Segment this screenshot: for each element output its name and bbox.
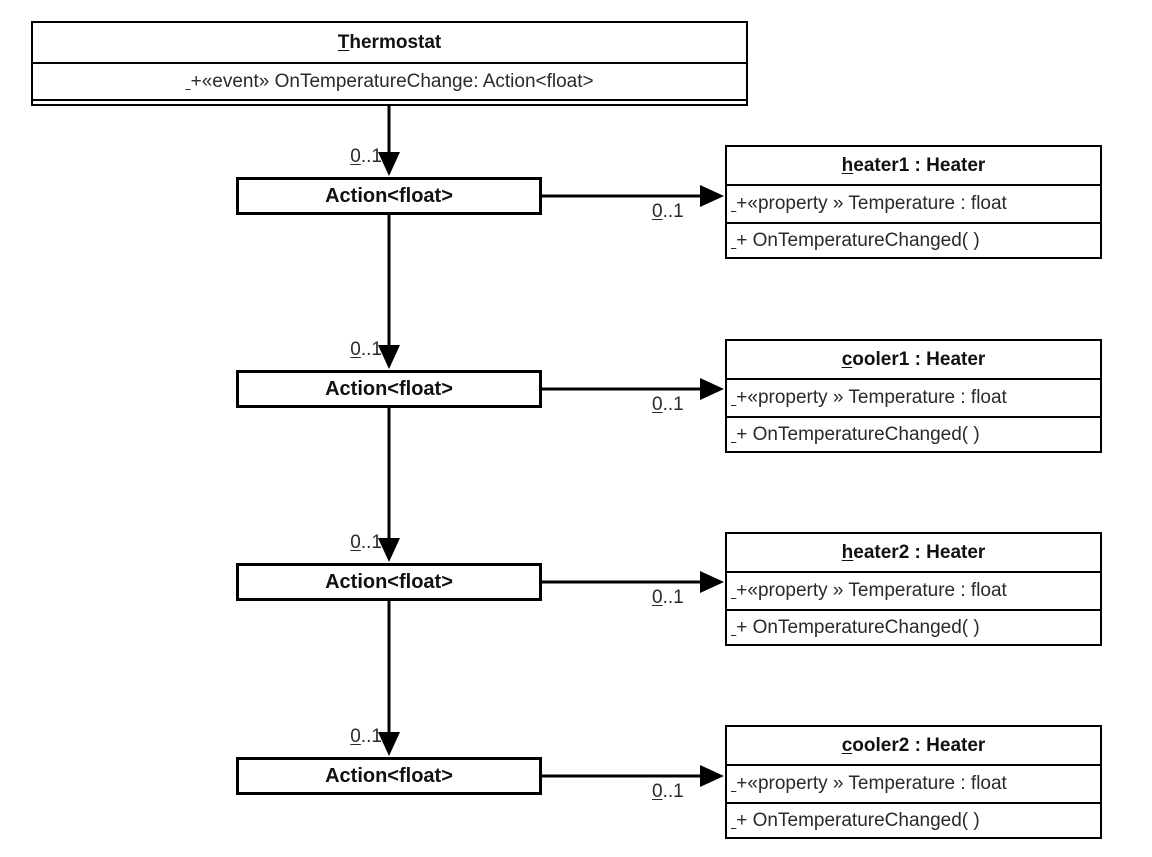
multiplicity-out-3: 0..1 — [652, 587, 684, 608]
object-box-cooler1[interactable] — [725, 339, 1102, 453]
object-attribute-heater2: +«property » Temperature : float — [727, 571, 1100, 609]
class-attribute-event: +«event» OnTemperatureChange: Action<float> — [33, 62, 746, 99]
object-operation-heater2: + OnTemperatureChanged( ) — [727, 609, 1100, 644]
action-label-4: Action<float> — [325, 764, 453, 787]
edge-action1-heater1-arrowhead — [700, 185, 724, 207]
object-attribute-cooler1: +«property » Temperature : float — [727, 378, 1100, 416]
multiplicity-in-4: 0..1 — [350, 726, 382, 747]
action-label-3: Action<float> — [325, 570, 453, 593]
multiplicity-out-1: 0..1 — [652, 201, 684, 222]
object-title-cooler2: c ooler2 : Heater — [841, 734, 986, 756]
multiplicity-out-2: 0..1 — [652, 394, 684, 415]
multiplicity-in-3: 0..1 — [350, 532, 382, 553]
edge-action3-heater2-arrowhead — [700, 571, 724, 593]
action-label-1: Action<float> — [325, 184, 453, 207]
action-label-2: Action<float> — [325, 377, 453, 400]
object-operation-cooler2: + OnTemperatureChanged( ) — [727, 802, 1100, 837]
object-attribute-cooler2: +«property » Temperature : float — [727, 764, 1100, 802]
edge-action4-cooler2-arrowhead — [700, 765, 724, 787]
class-title-thermostat: T hermostat — [337, 31, 442, 53]
action-node-1[interactable] — [236, 177, 542, 215]
multiplicity-out-4: 0..1 — [652, 781, 684, 802]
object-box-cooler2[interactable] — [725, 725, 1102, 839]
multiplicity-in-2: 0..1 — [350, 339, 382, 360]
object-title-cooler1: c ooler1 : Heater — [841, 348, 986, 370]
object-box-heater1[interactable] — [725, 145, 1102, 259]
multiplicity-in-1: 0..1 — [350, 146, 382, 167]
object-operation-cooler1: + OnTemperatureChanged( ) — [727, 416, 1100, 451]
edge-action2-cooler1-arrowhead — [700, 378, 724, 400]
object-box-heater2[interactable] — [725, 532, 1102, 646]
action-node-2[interactable] — [236, 370, 542, 408]
action-node-3[interactable] — [236, 563, 542, 601]
class-box-thermostat[interactable] — [31, 21, 748, 106]
class-operations-empty — [33, 99, 746, 104]
object-attribute-heater1: +«property » Temperature : float — [727, 184, 1100, 222]
object-title-heater2: h eater2 : Heater — [841, 541, 986, 563]
object-title-heater1: h eater1 : Heater — [841, 154, 986, 176]
object-operation-heater1: + OnTemperatureChanged( ) — [727, 222, 1100, 257]
action-node-4[interactable] — [236, 757, 542, 795]
